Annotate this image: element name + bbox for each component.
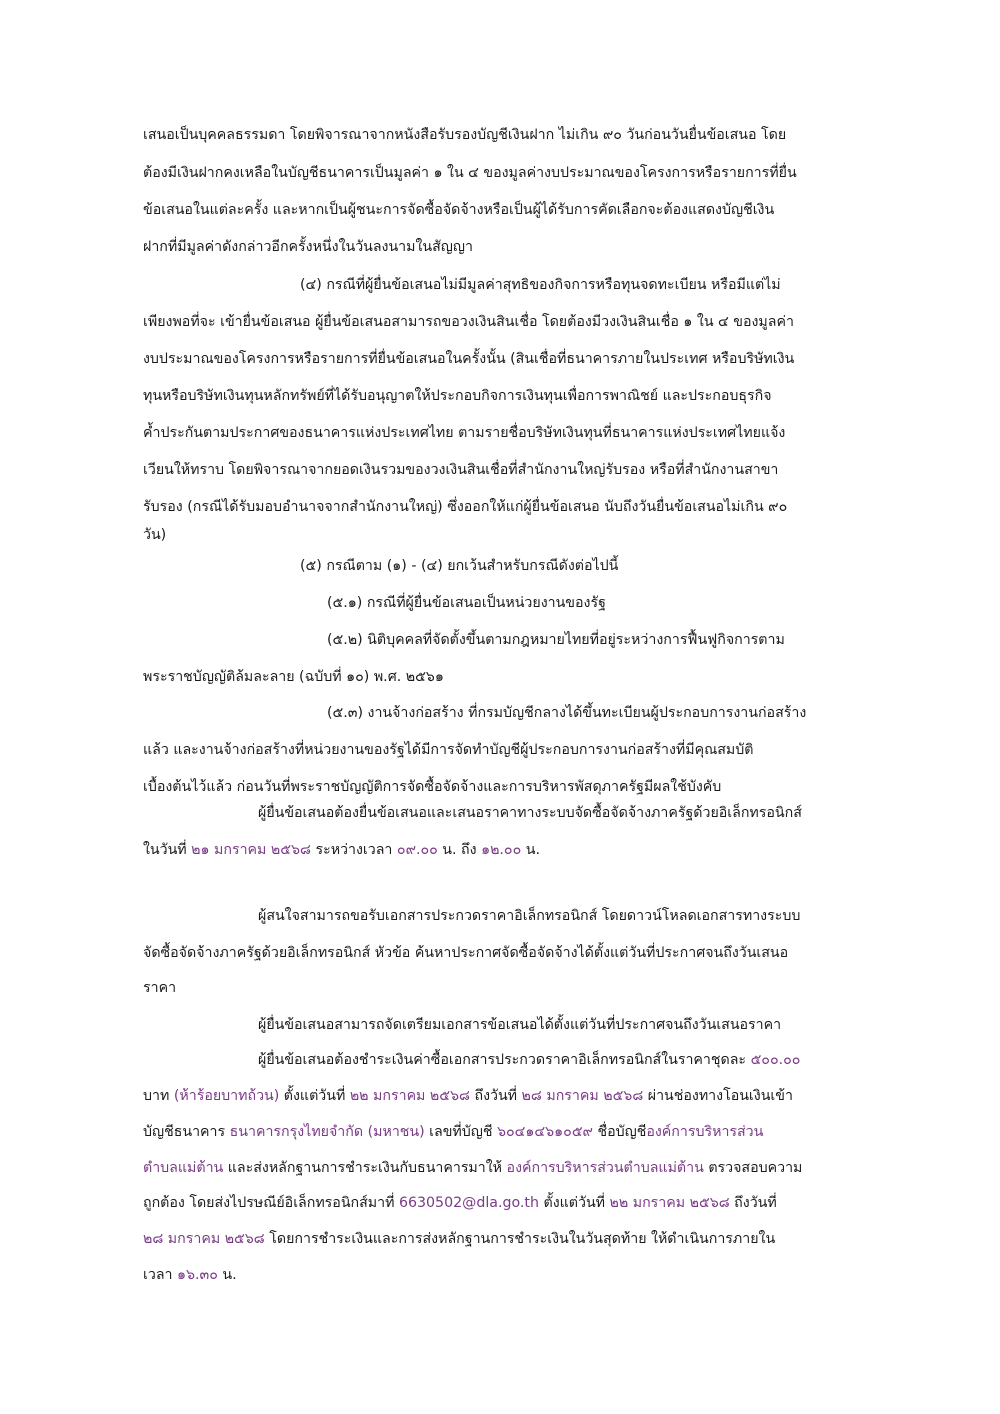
text-span: ผู้ยื่นข้อเสนอต้องยื่นข้อเสนอและเสนอราคาทางระบบจัดซื้อจัดจ้างภาครัฐด้วยอิเล็กทรอนิกส์ [258,805,802,821]
text-span: น. ถึง [437,842,482,858]
filled-value: (ห้าร้อยบาทถ้วน) [173,1088,280,1104]
text-span: บัญชีธนาคาร [143,1124,230,1140]
text-line [143,460,778,482]
filled-value: ๒๘ มกราคม ๒๕๖๘ [143,1231,265,1247]
text-span: (๕.๒) นิติบุคคลที่จัดตั้งขึ้นตามกฎหมายไทยที่อยู่ระหว่างการฟื้นฟูกิจการตาม [327,632,785,648]
text-span: ผู้สนใจสามารถขอรับเอกสารประกวดราคาอิเล็กทรอนิกส์ โดยดาวน์โหลดเอกสารทางระบบ [258,908,801,924]
text-line [300,556,618,578]
text-line [143,125,786,147]
text-span: วัน) [143,527,167,543]
text-span: บาท [143,1088,174,1104]
text-span: ผ่านช่องทางโอนเงินเข้า [643,1088,793,1104]
text-line [143,386,772,408]
text-line [143,312,794,334]
text-line [143,163,797,185]
filled-value: ๒๒ มกราคม ๒๕๖๘ [349,1088,470,1104]
text-span: ทุนหรือบริษัทเงินทุนหลักทรัพย์ที่ได้รับอนุญาตให้ประกอบกิจการเงินทุนเพื่อการพาณิชย์ และประกอบธุรกิจ [143,388,772,404]
text-span: ระหว่างเวลา [310,842,397,858]
text-line [258,906,800,928]
text-line [143,943,788,965]
text-span: ฝากที่มีมูลค่าดังกล่าวอีกครั้งหนึ่งในวันลงนามในสัญญา [143,239,473,255]
text-line [143,978,176,1000]
text-span: ต้องมีเงินฝากคงเหลือในบัญชีธนาคารเป็นมูลค่า ๑ ใน ๔ ของมูลค่างบประมาณของโครงการหรือรายการที่ยื่น [143,165,797,181]
text-span: ตั้งแต่วันที่ [279,1088,350,1104]
text-span: ในวันที่ [143,842,192,858]
text-line [300,275,781,297]
text-span: งบประมาณของโครงการหรือรายการที่ยื่นข้อเสนอในครั้งนั้น (สินเชื่อที่ธนาคารภายในประเทศ หรือบริษัทเงิน [143,351,795,367]
text-line [143,200,774,222]
text-span: เพียงพอที่จะ เข้ายื่นข้อเสนอ ผู้ยื่นข้อเสนอสามารถขอวงเงินสินเชื่อ โดยต้องมีวงเงินสินเชื่อ ๑ ใน ๔ ของมูลค่า [143,314,794,330]
text-span: โดยการชำระเงินและการส่งหลักฐานการชำระเงินในวันสุดท้าย ให้ดำเนินการภายใน [264,1231,776,1247]
text-span: (๕.๑) กรณีที่ผู้ยื่นข้อเสนอเป็นหน่วยงานของรัฐ [327,595,606,611]
text-span: ตรวจสอบความ [703,1160,803,1176]
text-line [258,1050,800,1072]
text-line [143,423,785,445]
text-span: จัดซื้อจัดจ้างภาครัฐด้วยอิเล็กทรอนิกส์ หัวข้อ ค้นหาประกาศจัดซื้อจัดจ้างได้ตั้งแต่วันที่ประกาศจนถึงวันเสนอ [143,945,789,961]
text-line [143,1265,237,1287]
filled-value: ๒๑ มกราคม ๒๕๖๘ [191,842,311,858]
text-span: และส่งหลักฐานการชำระเงินกับธนาคารมาให้ [223,1160,507,1176]
text-line [327,630,785,652]
text-line [143,497,787,519]
text-line [258,803,802,825]
text-line [143,525,166,547]
text-span: เลขที่บัญชี [424,1124,497,1140]
filled-value: 6630502@dla.go.th [398,1195,539,1211]
filled-value: ๒๒ มกราคม ๒๕๖๘ [609,1195,730,1211]
filled-value: ตำบลแม่ต้าน [143,1160,224,1176]
text-line [143,740,754,762]
filled-value: องค์การบริหารส่วน [646,1124,764,1140]
text-line [143,237,473,259]
filled-value: ๑๖.๓๐ [177,1267,218,1283]
filled-value: ๖๐๔๑๔๖๑๐๕๙ [497,1124,593,1140]
text-span: เวลา [143,1267,177,1283]
text-line [143,777,721,799]
text-span: ตั้งแต่วันที่ [538,1195,610,1211]
text-line [143,1158,802,1180]
filled-value: องค์การบริหารส่วนตำบลแม่ต้าน [506,1160,704,1176]
text-span: แล้ว และงานจ้างก่อสร้างที่หน่วยงานของรัฐได้มีการจัดทำบัญชีผู้ประกอบการงานก่อสร้างที่มีคุณสมบัติ [143,742,754,758]
text-span: พระราชบัญญัติล้มละลาย (ฉบับที่ ๑๐) พ.ศ. ๒๕๖๑ [143,669,444,685]
text-line [143,349,794,371]
text-span: (๕.๓) งานจ้างก่อสร้าง ที่กรมบัญชีกลางได้ขึ้นทะเบียนผู้ประกอบการงานก่อสร้าง [327,705,807,721]
text-span: เวียนให้ทราบ โดยพิจารณาจากยอดเงินรวมของวงเงินสินเชื่อที่สำนักงานใหญ่รับรอง หรือที่สำนักงานสาขา [143,462,779,478]
text-span: ข้อเสนอในแต่ละครั้ง และหากเป็นผู้ชนะการจัดซื้อจัดจ้างหรือเป็นผู้ได้รับการคัดเลือกจะต้องแสดงบัญชีเงิน [143,202,775,218]
text-line [143,1229,775,1251]
filled-value: ธนาคารกรุงไทยจำกัด (มหาชน) [229,1124,425,1140]
text-span: ถูกต้อง โดยส่งไปรษณีย์อิเล็กทรอนิกส์มาที่ [143,1195,399,1211]
text-span: ผู้ยื่นข้อเสนอสามารถจัดเตรียมเอกสารข้อเสนอได้ตั้งแต่วันที่ประกาศจนถึงวันเสนอราคา [258,1017,782,1033]
text-span: น. [521,842,540,858]
text-line [258,1015,781,1037]
filled-value: ๐๙.๐๐ [396,842,438,858]
text-span: เบื้องต้นไว้แล้ว ก่อนวันที่พระราชบัญญัติการจัดซื้อจัดจ้างและการบริหารพัสดุภาครัฐมีผลใช้บังคับ [143,779,722,795]
text-span: รับรอง (กรณีได้รับมอบอำนาจจากสำนักงานใหญ่) ซึ่งออกให้แก่ผู้ยื่นข้อเสนอ นับถึงวันยื่นข้อเสนอไม่เกิน ๙๐ [143,499,788,515]
filled-value: ๑๒.๐๐ [481,842,522,858]
text-span: เสนอเป็นบุคคลธรรมดา โดยพิจารณาจากหนังสือรับรองบัญชีเงินฝาก ไม่เกิน ๙๐ วันก่อนวันยื่นข้อเสนอ โดย [143,127,787,143]
text-line [143,1122,763,1144]
filled-value: ๒๘ มกราคม ๒๕๖๘ [521,1088,644,1104]
filled-value: ๕๐๐.๐๐ [750,1052,801,1068]
text-span: ราคา [143,980,177,996]
text-span: ถึงวันที่ [729,1195,777,1211]
text-line [143,667,444,689]
text-line [143,1193,777,1215]
text-span: น. [217,1267,237,1283]
text-line [327,593,606,615]
text-span: (๕) กรณีตาม (๑) - (๔) ยกเว้นสำหรับกรณีดังต่อไปนี้ [300,558,619,574]
text-span: ค้ำประกันตามประกาศของธนาคารแห่งประเทศไทย ตามรายชื่อบริษัทเงินทุนที่ธนาคารแห่งประเทศไทยแจ้ง [143,425,786,441]
text-line [327,703,806,725]
text-span: ชื่อบัญชี [592,1124,647,1140]
text-span: ผู้ยื่นข้อเสนอต้องชำระเงินค่าซื้อเอกสารประกวดราคาอิเล็กทรอนิกส์ในราคาชุดละ [258,1052,751,1068]
text-span: ถึงวันที่ [469,1088,522,1104]
text-span: (๔) กรณีที่ผู้ยื่นข้อเสนอไม่มีมูลค่าสุทธิของกิจการหรือทุนจดทะเบียน หรือมีแต่ไม่ [300,277,781,293]
text-line [143,840,540,862]
text-line [143,1086,793,1108]
